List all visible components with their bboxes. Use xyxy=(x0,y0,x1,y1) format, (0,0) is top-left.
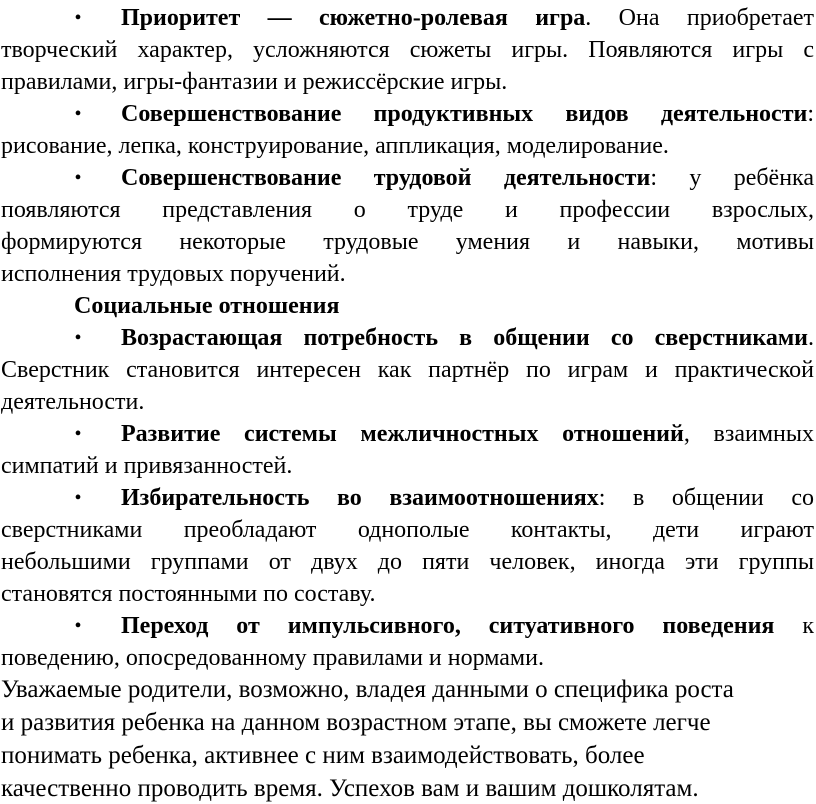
paragraph-line: симпатий и привязанностей. xyxy=(1,453,293,479)
section-heading: Социальные отношения xyxy=(74,293,340,319)
bullet-item-selectivity xyxy=(121,484,814,512)
paragraph-line: рисование, лепка, конструирование, аппликация, моделирование. xyxy=(1,133,669,159)
bullet-item-bold: Возрастающая потребность в общении со сверстниками xyxy=(121,325,808,351)
paragraph-line: исполнения трудовых поручений. xyxy=(1,261,346,287)
bullet-icon: • xyxy=(74,487,82,509)
bullet-item-text: : в общении со xyxy=(598,485,814,511)
closing-line: понимать ребенка, активнее с ним взаимодействовать, более xyxy=(1,742,645,769)
paragraph-line: небольшими группами от двух до пяти человек, иногда эти группы xyxy=(1,549,814,575)
bullet-icon: • xyxy=(74,103,82,125)
bullet-item-text: , взаимных xyxy=(683,421,814,447)
bullet-item-bold: Развитие системы межличностных отношений xyxy=(121,421,684,447)
bullet-item-text: : у ребёнка xyxy=(650,165,814,191)
bullet-item-bold: Приоритет — сюжетно-ролевая игра xyxy=(121,5,586,31)
closing-line: Уважаемые родители, возможно, владея данными о специфика роста xyxy=(1,676,734,703)
paragraph-line: сверстниками преобладают однополые контакты, дети играют xyxy=(1,517,814,543)
bullet-icon: • xyxy=(74,7,82,29)
bullet-item-bold: Переход от импульсивного, ситуативного поведения xyxy=(121,613,775,639)
bullet-item-bold: Избирательность во взаимоотношениях xyxy=(121,485,599,511)
paragraph-line: появляются представления о труде и профессии взрослых, xyxy=(1,197,814,223)
bullet-item-text: : xyxy=(807,101,814,127)
closing-line: и развития ребенка на данном возрастном этапе, вы сможете легче xyxy=(1,709,711,736)
bullet-icon: • xyxy=(74,423,82,445)
paragraph-line: становятся постоянными по составу. xyxy=(1,581,376,607)
bullet-icon: • xyxy=(74,167,82,189)
bullet-item-bold: Совершенствование продуктивных видов деятельности xyxy=(121,101,808,127)
closing-line: качественно проводить время. Успехов вам и вашим дошколятам. xyxy=(1,775,699,802)
bullet-item-interpersonal-relations xyxy=(121,420,814,448)
bullet-item-priority-game xyxy=(121,4,814,32)
bullet-item-bold: Совершенствование трудовой деятельности xyxy=(121,165,651,191)
bullet-item-behaviour-transition xyxy=(121,612,814,640)
bullet-item-text: . Она приобретает xyxy=(585,5,814,31)
bullet-item-labour-activity xyxy=(121,164,814,192)
paragraph-line: правилами, игры-фантазии и режиссёрские игры. xyxy=(1,69,508,95)
paragraph-line: деятельности. xyxy=(1,389,145,415)
bullet-item-productive-activities xyxy=(121,100,814,128)
paragraph-line: формируются некоторые трудовые умения и навыки, мотивы xyxy=(1,229,814,255)
bullet-item-text: . xyxy=(808,325,814,351)
bullet-icon: • xyxy=(74,615,82,637)
bullet-icon: • xyxy=(74,327,82,349)
paragraph-line: Сверстник становится интересен как партнёр по играм и практической xyxy=(1,357,814,383)
bullet-item-peer-communication xyxy=(121,324,814,352)
paragraph-line: творческий характер, усложняются сюжеты игры. Появляются игры с xyxy=(1,37,814,63)
paragraph-line: поведению, опосредованному правилами и нормами. xyxy=(1,645,544,671)
bullet-item-text: к xyxy=(774,613,814,639)
